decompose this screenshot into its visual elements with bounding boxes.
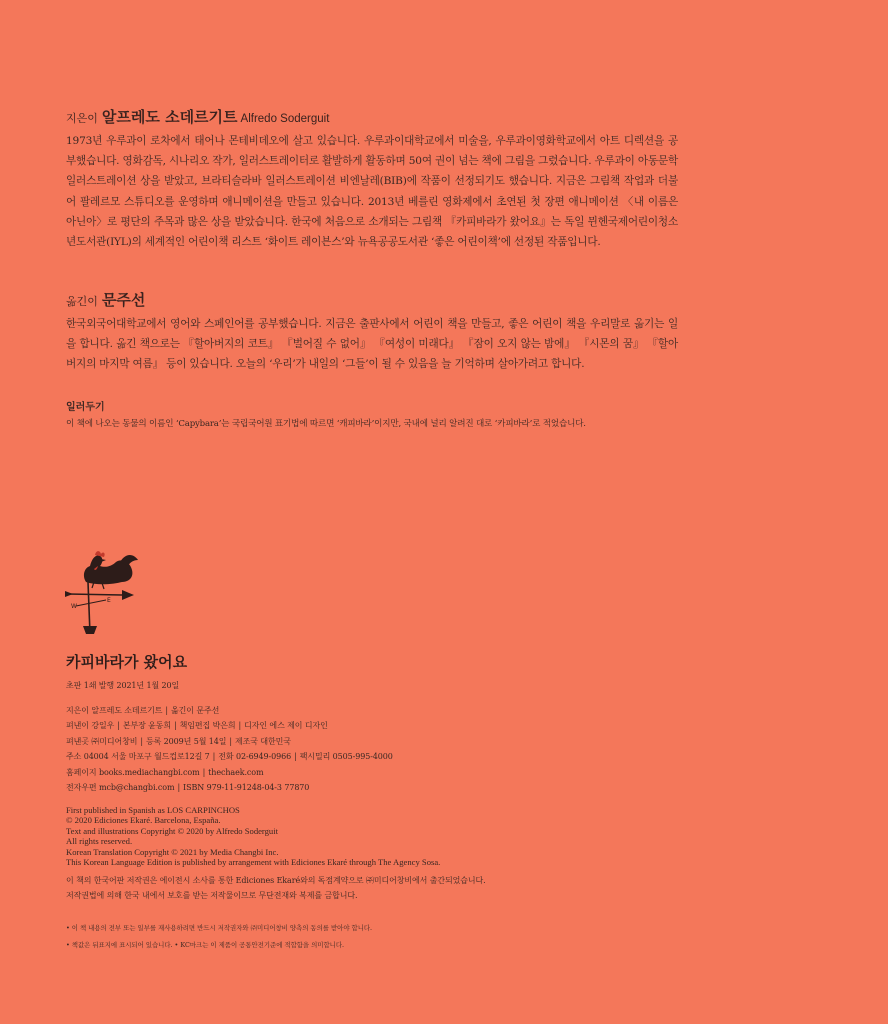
separator: | <box>177 783 181 792</box>
credit-item: 전자우편 mcb@changbi.com <box>66 783 175 792</box>
credit-item: thechaek.com <box>208 767 264 777</box>
separator: | <box>294 752 297 761</box>
author-name-ko: 알프레도 소데르기트 <box>101 108 238 126</box>
credit-line <box>66 780 626 796</box>
separator: | <box>229 736 232 746</box>
edition-line: 초판 1쇄 발행 2021년 1월 20일 <box>66 681 180 690</box>
credit-item: 펴낸이 강일우 <box>66 721 115 730</box>
credit-item: 책임편집 박은희 <box>179 721 236 730</box>
credit-item: 제조국 대한민국 <box>235 736 291 746</box>
credit-item: 주소 04004 서울 마포구 월드컵로12길 7 <box>66 752 210 761</box>
credit-line <box>66 765 626 781</box>
separator: | <box>174 721 177 730</box>
separator: | <box>238 721 242 730</box>
translator-section <box>66 289 678 375</box>
credit-line <box>66 718 626 734</box>
separator: | <box>117 721 120 730</box>
note-text: 이 책에 나오는 동물의 이름인 ‘Capybara’는 국립국어원 표기법에 따르면 ‘캐피바라’이지만, 국내에 널리 알려진 대로 ‘카피바라’로 적었습니다. <box>66 419 586 429</box>
separator: | <box>165 705 169 715</box>
credit-item: 본부장 윤동희 <box>122 721 172 730</box>
translator-bio: 한국외국어대학교에서 영어와 스페인어를 공부했습니다. 지금은 출판사에서 어린이 책을 만들고, 좋은 어린이 책을 우리말로 옮기는 일을 합니다. 옮긴 책으로는 『할아버지의 코트』 『벌어질 수 없어』 『여성이 미래다』 『잠이 오지 않는 밤에』 『시몬의 꿈』 『할아버지의 마지막 여름』 등이 있습니다. 오늘의 ‘우리’가 내일의 ‘그들’이 될 수 있음을 늘 기억하며 살아가려고 합니다. <box>66 318 678 371</box>
fine-print-line: • 책값은 뒤표지에 표시되어 있습니다. • KC마크는 이 제품이 공통안전기준에 적합함을 의미합니다. <box>66 940 345 949</box>
note-title: 일러두기 <box>66 402 105 413</box>
credit-line <box>66 749 626 765</box>
svg-text:E: E <box>107 597 111 604</box>
english-line: This Korean Language Edition is published by arrangement with Ediciones Ekaré through The Agency Sosa. <box>66 857 441 867</box>
author-section <box>66 106 678 252</box>
translator-heading <box>66 289 678 310</box>
english-rights-block <box>66 805 626 868</box>
author-heading <box>66 106 678 127</box>
credit-item: 디자인 에스 제이 디자인 <box>244 721 328 730</box>
credit-item: 등록 2009년 5월 14일 <box>145 736 227 746</box>
author-name-en: Alfredo Soderguit <box>240 113 330 125</box>
english-line: © 2020 Ediciones Ekaré. Barcelona, España. <box>66 815 221 825</box>
credit-item: 옮긴이 문주선 <box>171 705 220 715</box>
rights-line: 저작권법에 의해 한국 내에서 보호를 받는 저작물이므로 무단전재와 복제를 금합니다. <box>66 891 358 900</box>
rooster-weathervane-icon <box>64 542 142 638</box>
fine-print-line: • 이 책 내용의 전부 또는 일부를 재사용하려면 반드시 저작권자와 ㈜미디어창비 양측의 동의를 받아야 합니다. <box>66 923 373 932</box>
credit-item: 팩시밀리 0505-995-4000 <box>299 752 393 761</box>
note-section <box>66 398 706 429</box>
english-line: First published in Spanish as LOS CARPINCHOS <box>66 804 240 815</box>
separator: | <box>140 736 143 746</box>
author-bio: 1973년 우루과이 로차에서 태어나 몬테비데오에 살고 있습니다. 우루과이대학교에서 미술을, 우루과이영화학교에서 아트 디렉션을 공부했습니다. 영화감독, 시나리오 작가, 일러스트레이터로 활발하게 활동하며 50여 권이 넘는 책에 그림을 그렸습니다. 우루과이 아동문학 일러스트레이션 상을 받았고, 브라티슬라바 일러스트레이션 비엔날레(BIB)에 작품이 선정되기도 했습니다. 지금은 그림책 작업과 더불어 팔레르모 스튜디오를 운영하며 애니메이션을 만들고 있습니다. 2013년 베를린 영화제에서 초연된 첫 장편 애니메이션 〈내 이름은 아닌아〉로 평단의 주목과 많은 상을 받았습니다. 한국에 처음으로 소개되는 그림책 『카피바라가 왔어요』는 독일 뮌헨국제어린이청소년도서관(IYL)의 세계적인 어린이책 리스트 ‘화이트 레이븐스’와 뉴욕공공도서관 ‘좋은 어린이책’에 선정된 작품입니다. <box>66 135 678 249</box>
colophon-section <box>66 651 626 954</box>
credits-block <box>66 703 626 796</box>
english-line: All rights reserved. <box>66 836 133 846</box>
credit-line <box>66 734 626 750</box>
credit-item: 홈페이지 books.mediachangbi.com <box>66 767 200 777</box>
translator-role: 옮긴이 <box>66 295 98 308</box>
credit-item: 지은이 알프레도 소데르기트 <box>66 705 163 715</box>
credit-item: 펴낸곳 ㈜미디어창비 <box>66 736 138 746</box>
separator: | <box>212 752 216 761</box>
korean-rights-block <box>66 873 626 904</box>
credit-item: 전화 02-6949-0966 <box>218 752 292 761</box>
english-line: Korean Translation Copyright © 2021 by Media Changbi Inc. <box>66 846 279 857</box>
translator-name: 문주선 <box>101 291 146 309</box>
fine-print-block <box>66 920 626 954</box>
author-role: 지은이 <box>66 112 98 125</box>
svg-text:W: W <box>71 603 77 610</box>
book-title: 카피바라가 왔어요 <box>66 653 188 671</box>
separator: | <box>202 767 206 777</box>
credit-item: ISBN 979-11-91248-04-3 77870 <box>183 783 310 792</box>
credit-line <box>66 703 626 719</box>
rights-line: 이 책의 한국어판 저작권은 에이전시 소사를 통한 Ediciones Ekaré와의 독점계약으로 ㈜미디어창비에서 출간되었습니다. <box>66 875 486 885</box>
english-line: Text and illustrations Copyright © 2020 by Alfredo Soderguit <box>66 825 279 836</box>
